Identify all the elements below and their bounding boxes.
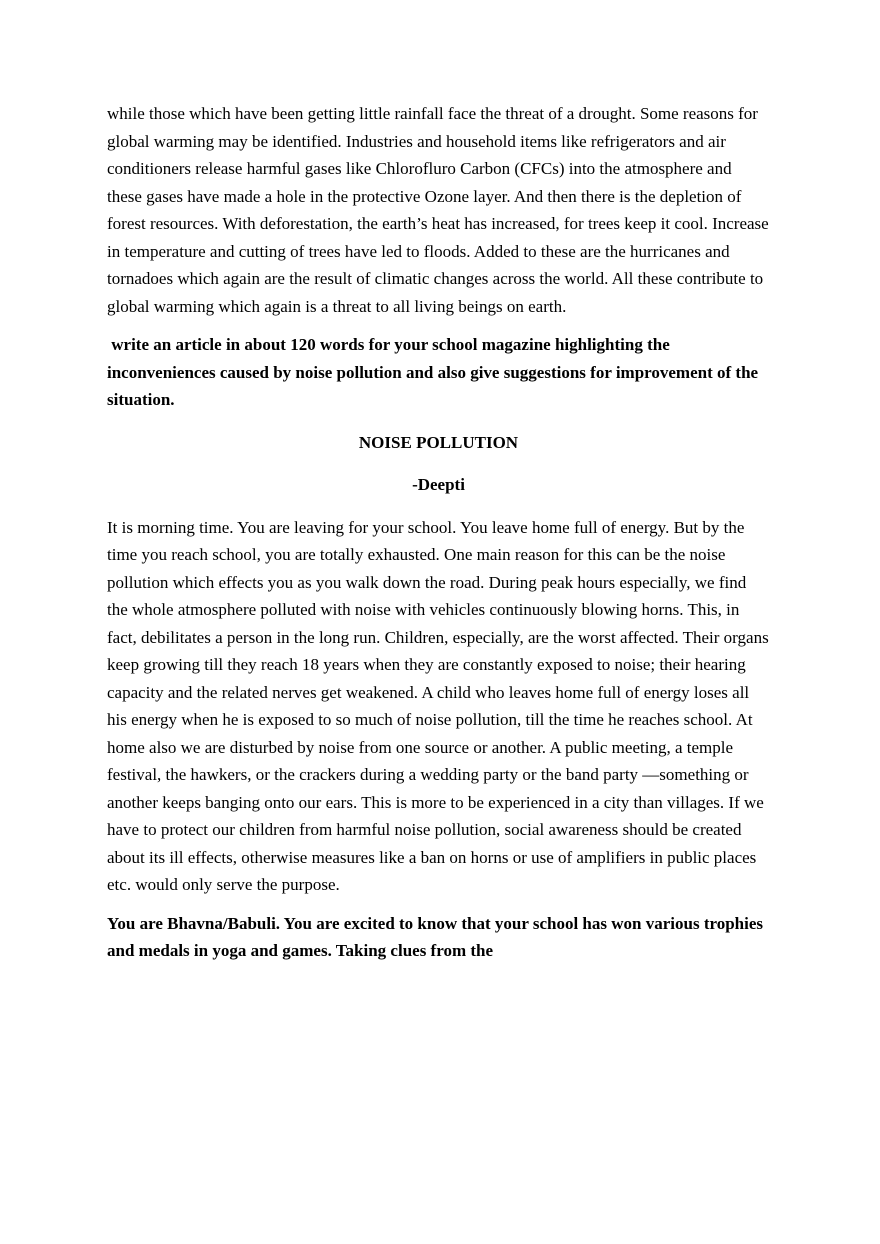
paragraph-article-prompt: write an article in about 120 words for your school magazine highlighting the inconveniences caused by noise pollution and also give suggestions for improvement of the situation. [107,335,763,409]
paragraph-next-prompt: You are Bhavna/Babuli. You are excited to know that your school has won various trophies and medals in yoga and games. Taking clues from the [107,913,768,960]
paragraph-global-warming: while those which have been getting little rainfall face the threat of a drought. Some reasons for global warming may be identified. Industries and household items like refrigerators and air conditioners release harmful gases like Chlorofluro Carbon (CFCs) into the atmosphere and these gases have made a hole in the protective Ozone layer. And then there is the depletion of forest resources. With deforestation, the earth’s heat has increased, for trees keep it cool. Increase in temperature and cutting of trees have led to floods. Added to these are the hurricanes and tornadoes which again are the result of climatic changes across the world. All these contribute to global warming which again is a threat to all living beings on earth. [107,104,773,316]
byline-deepti: -Deepti [412,475,465,494]
paragraph-essay-body: It is morning time. You are leaving for your school. You leave home full of energy. But by the time you reach school, you are totally exhausted. One main reason for this can be the noise pollution which effects you as you walk down the road. During peak hours especially, we find the whole atmosphere polluted with noise with vehicles continuously blowing horns. This, in fact, debilitates a person in the long run. Children, especially, are the worst affected. Their organs keep growing till they reach 18 years when they are constantly exposed to noise; their hearing capacity and the related nerves get weakened. A child who leaves home full of energy loses all his energy when he is exposed to so much of noise pollution, till the time he reaches school. At home also we are disturbed by noise from one source or another. A public meeting, a temple festival, the hawkers, or the crackers during a wedding party or the band party —something or another keeps banging onto our ears. This is more to be experienced in a city than villages. If we have to protect our children from harmful noise pollution, social awareness should be created about its ill effects, otherwise measures like a ban on horns or use of amplifiers in public places etc. would only serve the purpose. [107,517,773,894]
heading-noise-pollution: NOISE POLLUTION [358,432,519,452]
